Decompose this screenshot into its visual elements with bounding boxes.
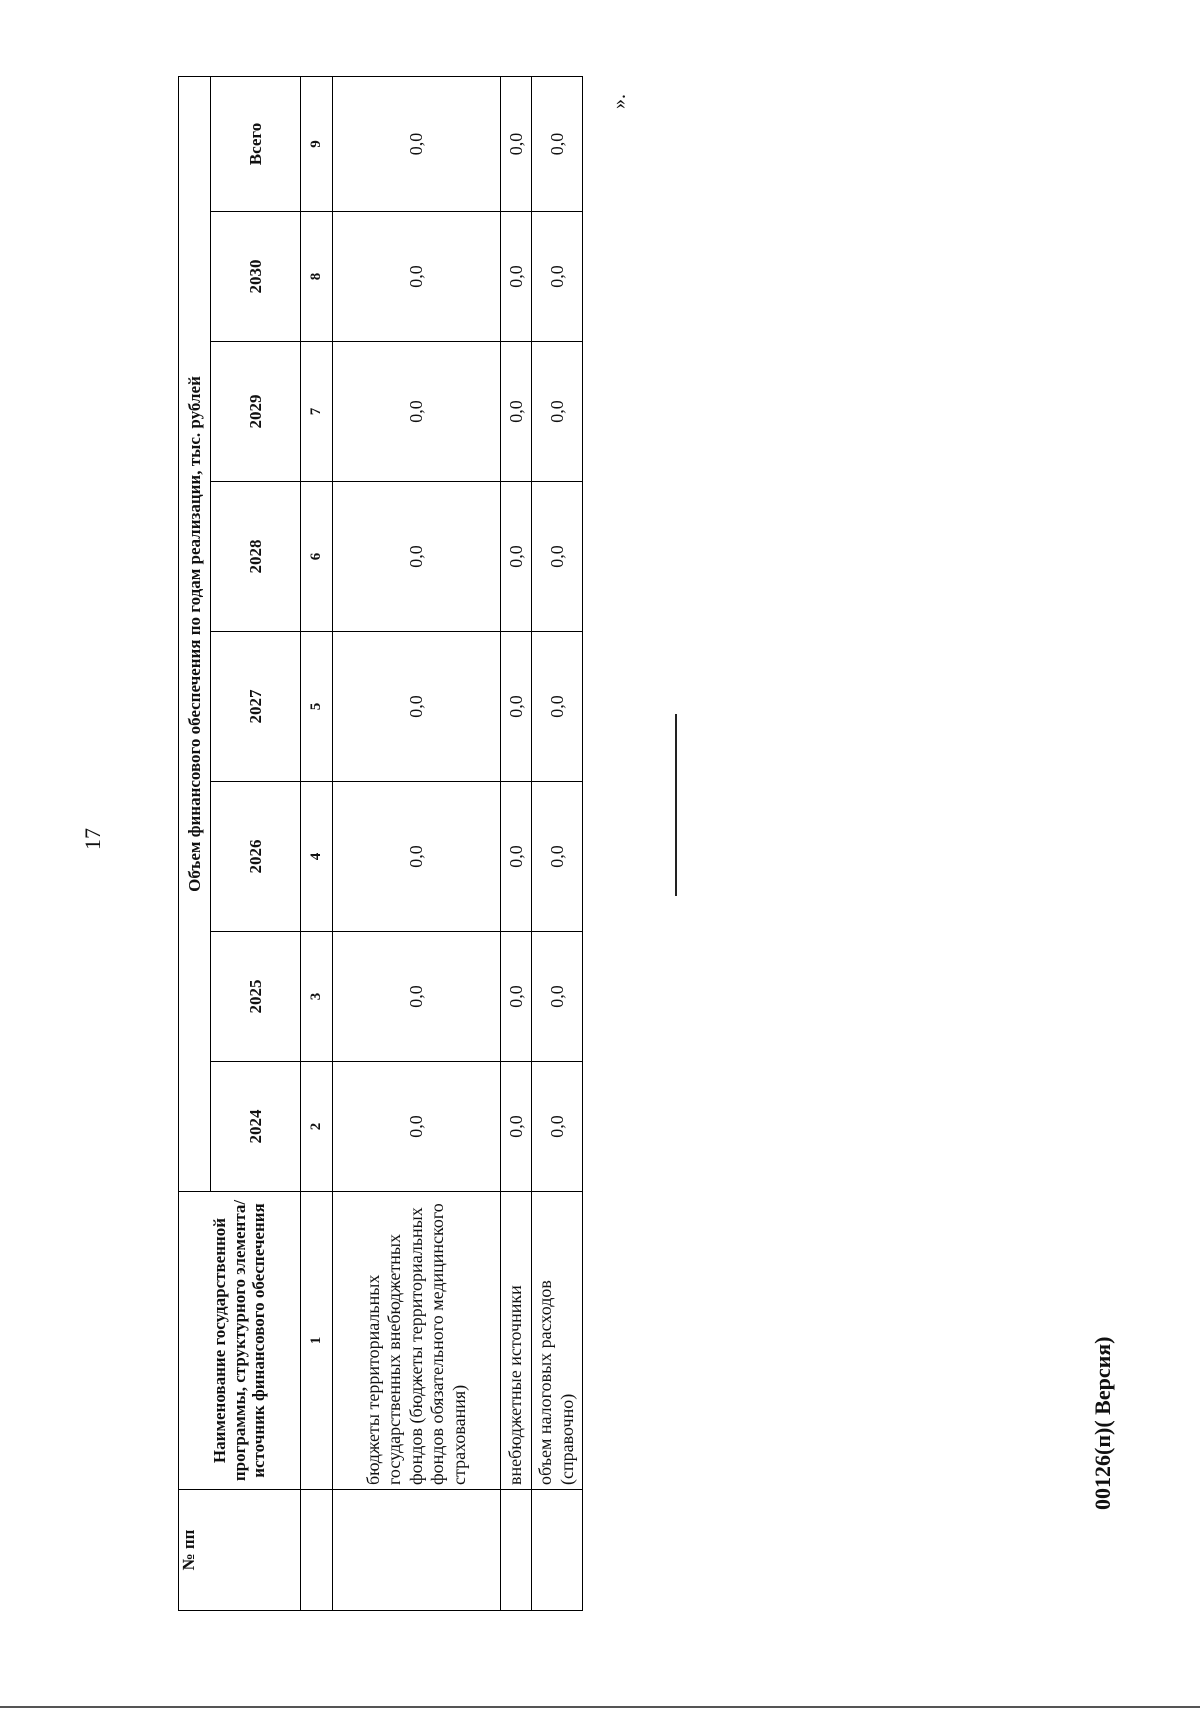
year-header: 2029 [211, 342, 301, 482]
row-value: 0,0 [501, 782, 532, 932]
row-value: 0,0 [501, 482, 532, 632]
closing-quote: ». [608, 94, 630, 109]
financing-table-rotated [178, 77, 577, 1611]
column-number: 4 [301, 782, 333, 932]
row-value: 0,0 [333, 212, 501, 342]
row-value: 0,0 [532, 482, 583, 632]
col-no-header: № пп [179, 1490, 301, 1611]
row-value: 0,0 [333, 482, 501, 632]
financing-table [178, 76, 583, 1611]
column-number: 1 [301, 1192, 333, 1490]
row-name: бюджеты территориальных государственных внебюджетных фондов (бюджеты территориальных фондов обязательного медицинского страхования) [333, 1192, 501, 1490]
row-name: внебюджетные источники [501, 1192, 532, 1490]
year-header: 2027 [211, 632, 301, 782]
row-value: 0,0 [333, 782, 501, 932]
row-value: 0,0 [532, 632, 583, 782]
row-value: 0,0 [532, 212, 583, 342]
scan-edge-line [0, 1706, 1200, 1708]
row-value: 0,0 [532, 782, 583, 932]
column-number: 9 [301, 77, 333, 212]
separator-line [675, 714, 677, 896]
total-header: Всего [211, 77, 301, 212]
row-name: объем налоговых расходов (справочно) [532, 1192, 583, 1490]
year-header: 2025 [211, 932, 301, 1062]
row-value: 0,0 [333, 632, 501, 782]
year-header: 2030 [211, 212, 301, 342]
row-value: 0,0 [333, 342, 501, 482]
column-number: 6 [301, 482, 333, 632]
row-value: 0,0 [333, 932, 501, 1062]
row-value: 0,0 [501, 632, 532, 782]
table-row [333, 77, 501, 1611]
row-value: 0,0 [532, 77, 583, 212]
page-number: 17 [80, 828, 105, 850]
col-name-header: Наименование государственной программы, структурного элемента/источник финансового обеспечения [179, 1192, 301, 1490]
document-version: 00126(п)( Версия) [1090, 1336, 1115, 1510]
year-header: 2024 [211, 1062, 301, 1192]
row-value: 0,0 [501, 77, 532, 212]
column-number [301, 1490, 333, 1611]
column-number: 7 [301, 342, 333, 482]
year-header: 2026 [211, 782, 301, 932]
column-number: 3 [301, 932, 333, 1062]
row-no [532, 1490, 583, 1611]
row-value: 0,0 [333, 77, 501, 212]
row-value: 0,0 [532, 1062, 583, 1192]
row-no [333, 1490, 501, 1611]
column-number: 5 [301, 632, 333, 782]
row-value: 0,0 [501, 1062, 532, 1192]
group-header: Объем финансового обеспечения по годам реализации, тыс. рублей [179, 77, 211, 1192]
row-no [501, 1490, 532, 1611]
row-value: 0,0 [501, 932, 532, 1062]
row-value: 0,0 [532, 932, 583, 1062]
table-row [532, 77, 583, 1611]
year-header: 2028 [211, 482, 301, 632]
row-value: 0,0 [333, 1062, 501, 1192]
row-value: 0,0 [501, 342, 532, 482]
table-row [501, 77, 532, 1611]
row-value: 0,0 [532, 342, 583, 482]
column-number: 2 [301, 1062, 333, 1192]
column-number: 8 [301, 212, 333, 342]
row-value: 0,0 [501, 212, 532, 342]
